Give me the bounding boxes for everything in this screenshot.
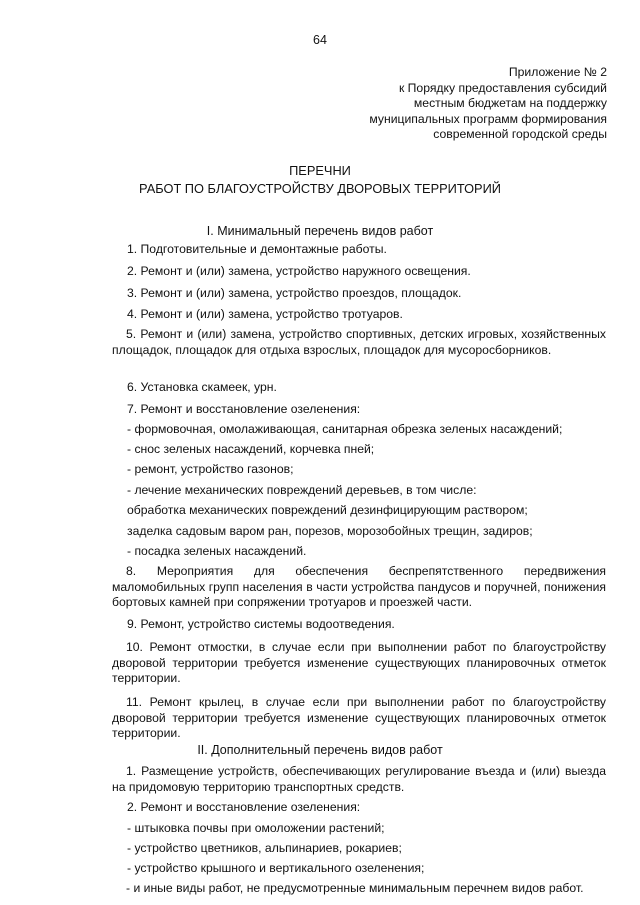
list-item: - устройство цветников, альпинариев, рокариев; bbox=[127, 841, 402, 855]
list-item: 3. Ремонт и (или) замена, устройство проездов, площадок. bbox=[127, 286, 462, 300]
list-item: 6. Установка скамеек, урн. bbox=[127, 380, 277, 394]
list-item: заделка садовым варом ран, порезов, морозобойных трещин, задиров; bbox=[127, 524, 533, 538]
list-item: - ремонт, устройство газонов; bbox=[127, 462, 294, 476]
page-number: 64 bbox=[313, 33, 327, 47]
appendix-line: местным бюджетам на поддержку bbox=[413, 96, 607, 111]
list-item: 2. Ремонт и (или) замена, устройство наружного освещения. bbox=[127, 264, 471, 278]
list-item: - лечение механических повреждений деревьев, в том числе: bbox=[127, 483, 477, 497]
list-item: - посадка зеленых насаждений. bbox=[127, 544, 307, 558]
section-1-heading: I. Минимальный перечень видов работ bbox=[206, 224, 434, 238]
list-item: - снос зеленых насаждений, корчевка пней; bbox=[127, 442, 375, 456]
appendix-line: Приложение № 2 bbox=[508, 65, 607, 79]
list-item: 8. Мероприятия для обеспечения беспрепятственного передвижения маломобильных групп населения в части устройства пандусов и поручней, понижения бортовых камней при сопряжении тротуаров и проезжей части. bbox=[112, 564, 606, 610]
list-item: 5. Ремонт и (или) замена, устройство спортивных, детских игровых, хозяйственных площадок, площадок для отдыха взрослых, площадок для мусоросборников. bbox=[112, 327, 606, 357]
list-item: 11. Ремонт крылец, в случае если при выполнении работ по благоустройству дворовой территории требуется изменение существующих планировочных отметок территории. bbox=[112, 695, 606, 741]
list-item: обработка механических повреждений дезинфицирующим раствором; bbox=[127, 503, 528, 517]
list-item: 9. Ремонт, устройство системы водоотведения. bbox=[127, 617, 395, 631]
list-item: 4. Ремонт и (или) замена, устройство тротуаров. bbox=[127, 307, 403, 321]
section-2-heading: II. Дополнительный перечень видов работ bbox=[197, 743, 443, 757]
appendix-line: современной городской среды bbox=[433, 127, 607, 142]
list-item: - штыковка почвы при омоложении растений; bbox=[127, 821, 385, 835]
document-title: ПЕРЕЧНИ bbox=[289, 163, 351, 178]
list-item: 7. Ремонт и восстановление озеленения: bbox=[127, 402, 361, 416]
list-item: - устройство крышного и вертикального озеленения; bbox=[127, 861, 425, 875]
list-item: 2. Ремонт и восстановление озеленения: bbox=[127, 800, 361, 814]
appendix-line: к Порядку предоставления субсидий bbox=[398, 80, 607, 95]
appendix-header bbox=[369, 65, 607, 143]
list-item: 1. Подготовительные и демонтажные работы. bbox=[127, 242, 387, 256]
document-subtitle: РАБОТ ПО БЛАГОУСТРОЙСТВУ ДВОРОВЫХ ТЕРРИТОРИЙ bbox=[139, 181, 501, 196]
list-item: - формовочная, омолаживающая, санитарная обрезка зеленых насаждений; bbox=[127, 422, 563, 436]
list-item: - и иные виды работ, не предусмотренные минимальным перечнем видов работ. bbox=[126, 881, 584, 895]
list-item: 10. Ремонт отмостки, в случае если при выполнении работ по благоустройству дворовой территории требуется изменение существующих планировочных отметок территории. bbox=[112, 640, 606, 686]
list-item: 1. Размещение устройств, обеспечивающих регулирование въезда и (или) выезда на придомовую территорию транспортных средств. bbox=[112, 764, 606, 794]
appendix-line: муниципальных программ формирования bbox=[369, 111, 607, 126]
